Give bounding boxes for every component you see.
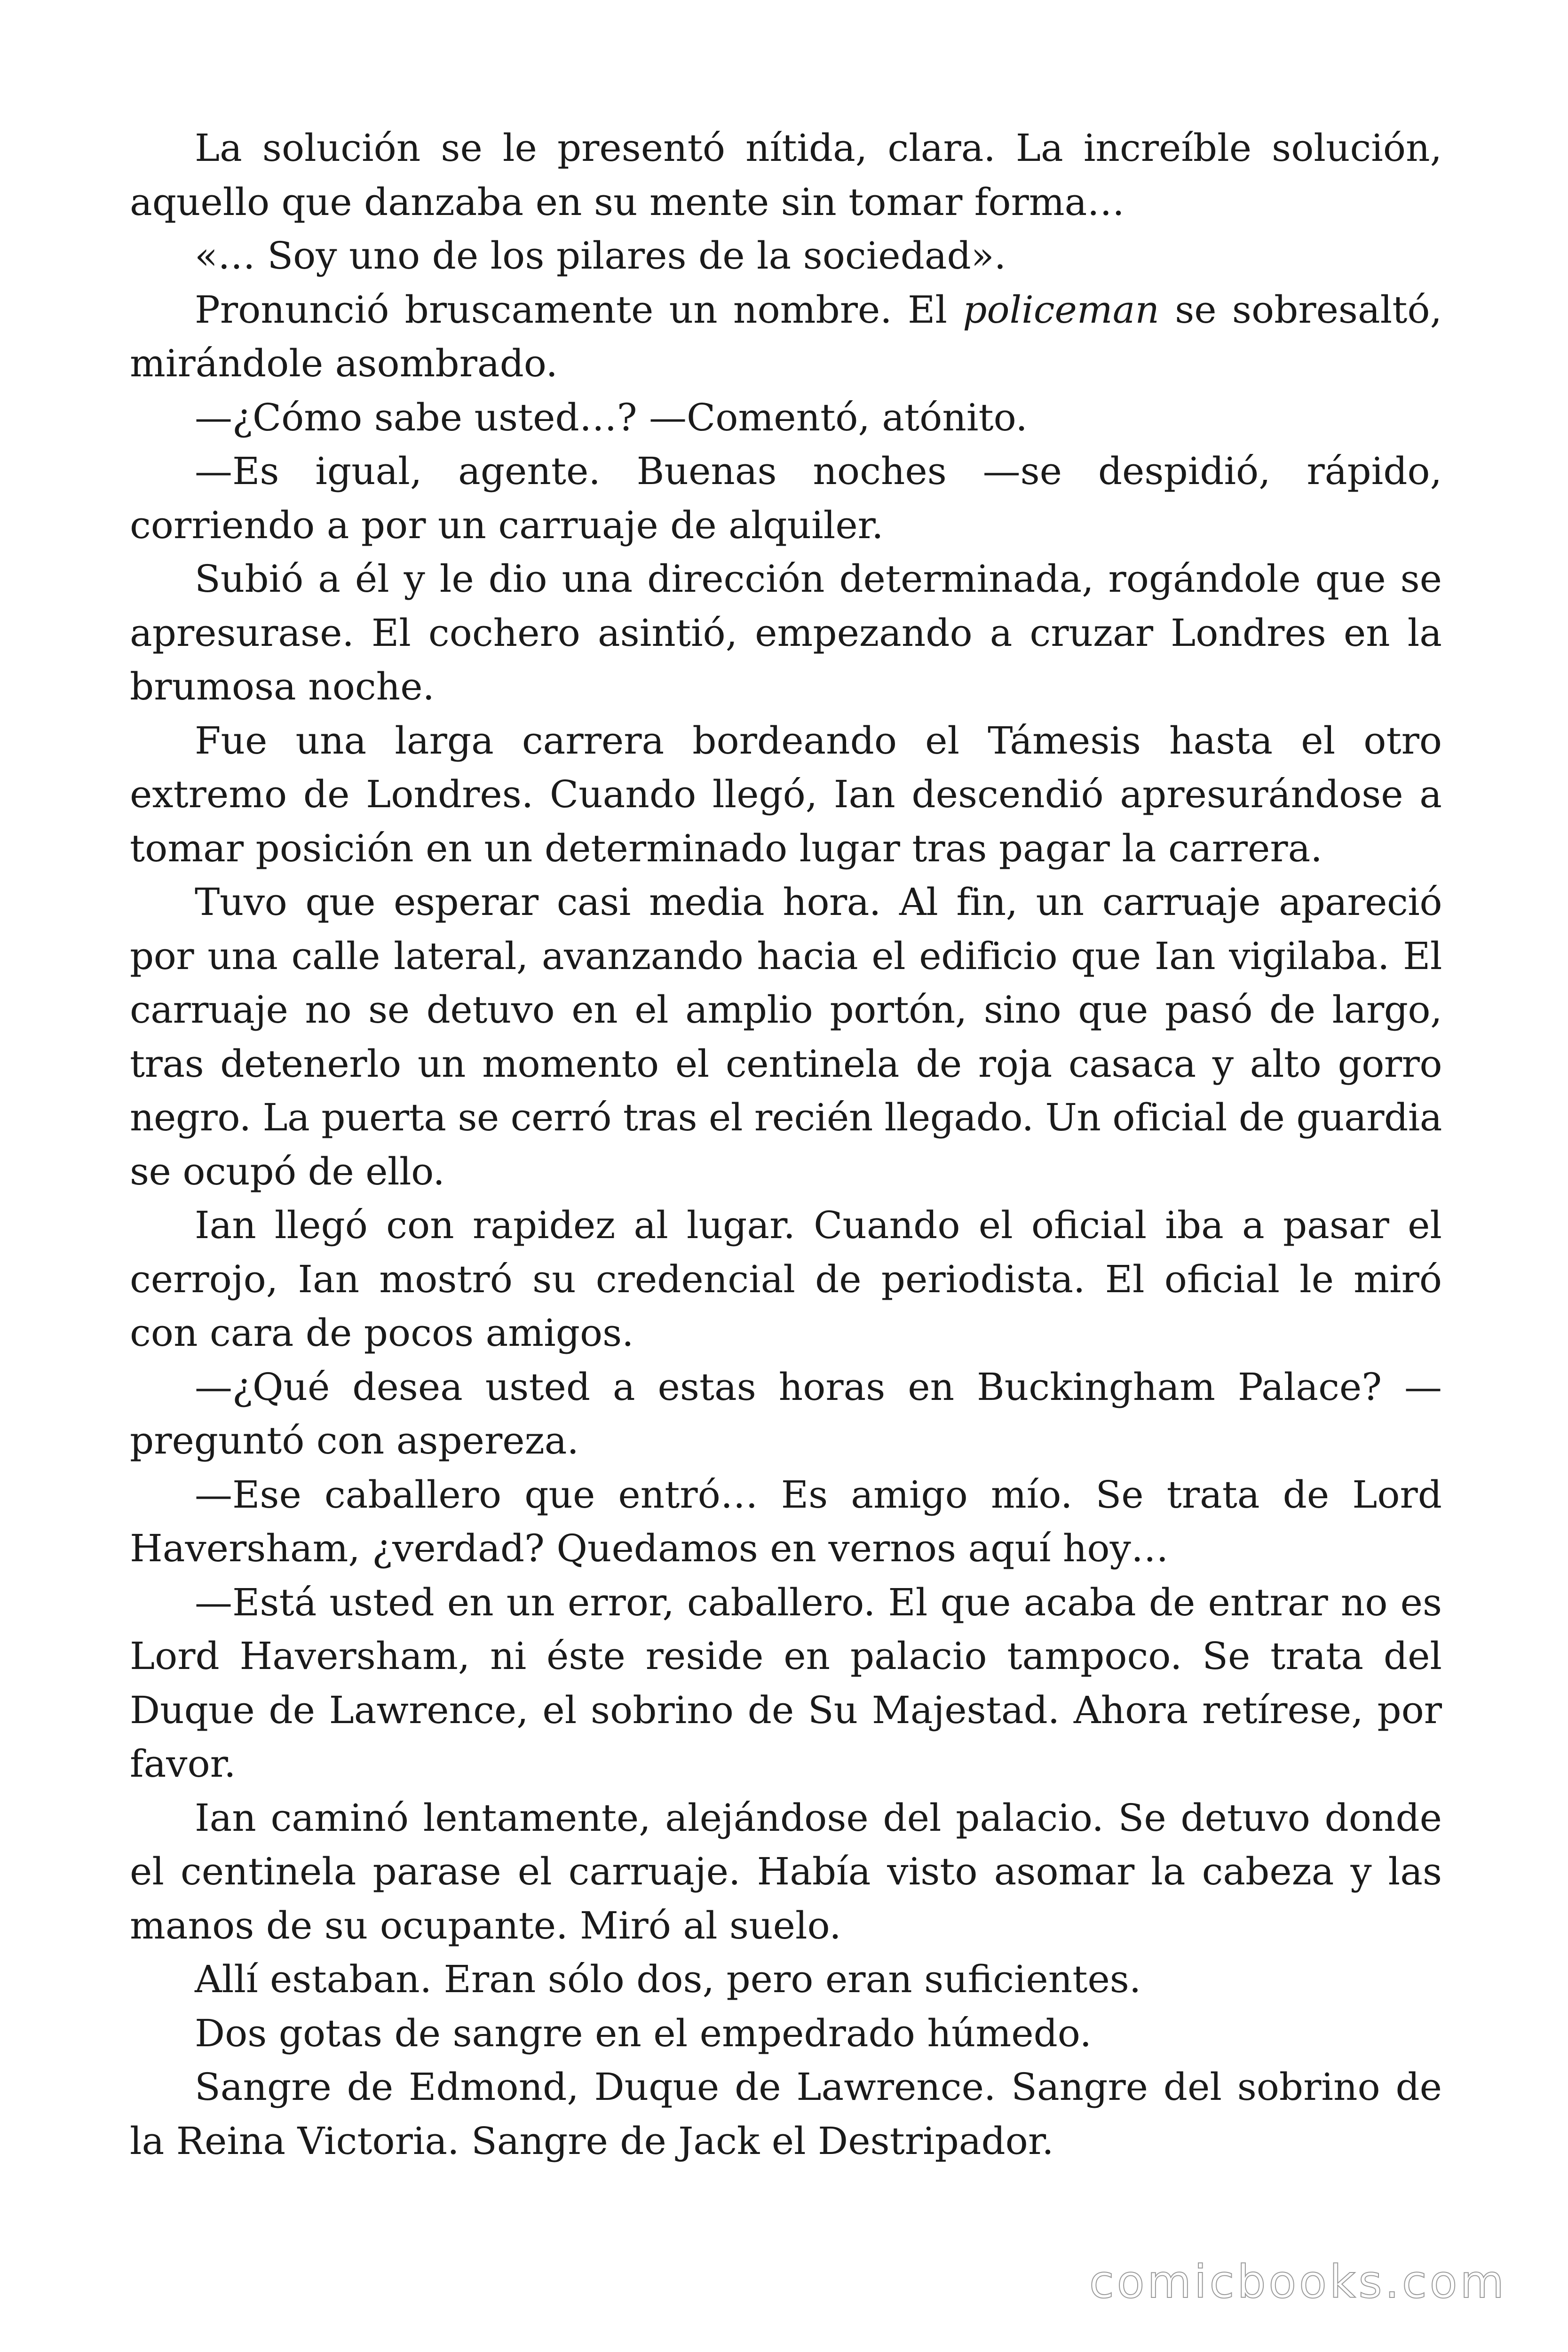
paragraph-15: Dos gotas de sangre en el empedrado húmedo. xyxy=(195,2011,1092,2055)
paragraph-11: —Ese caballero que entró… Es amigo mío. Se trata de Lord Haversham, ¿verdad? Quedamos en vernos aquí hoy… xyxy=(130,1472,1442,1570)
paragraph-3 xyxy=(130,283,1442,391)
paragraph-10: —¿Qué desea usted a estas horas en Buckingham Palace? —preguntó con aspereza. xyxy=(130,1365,1442,1462)
paragraph-13: Ian caminó lentamente, alejándose del palacio. Se detuvo donde el centinela parase el carruaje. Había visto asomar la cabeza y las manos de su ocupante. Miró al suelo. xyxy=(130,1796,1442,1947)
paragraph-3-after: se sobresaltó, mirándole asombrado. xyxy=(130,287,1442,385)
italic-word-policeman: policeman xyxy=(963,287,1159,332)
paragraph-1: La solución se le presentó nítida, clara. La increíble solución, aquello que danzaba en su mente sin tomar forma… xyxy=(130,126,1442,224)
paragraph-9: Ian llegó con rapidez al lugar. Cuando el oficial iba a pasar el cerrojo, Ian mostró su credencial de periodista. El oficial le miró con cara de pocos amigos. xyxy=(130,1203,1442,1355)
paragraph-4: —¿Cómo sabe usted…? —Comentó, atónito. xyxy=(195,395,1028,439)
paragraph-16: Sangre de Edmond, Duque de Lawrence. Sangre del sobrino de la Reina Victoria. Sangre de Jack el Destripador. xyxy=(130,2065,1442,2163)
paragraph-2: «… Soy uno de los pilares de la sociedad». xyxy=(195,234,1006,278)
paragraph-8: Tuvo que esperar casi media hora. Al fin, un carruaje apareció por una calle lateral, avanzando hacia el edificio que Ian vigilaba. El carruaje no se detuvo en el amplio portón, sino que pasó de largo, tras detenerlo un momento el centinela de roja casaca y alto gorro negro. La puerta se cerró tras el recién llegado. Un oficial de guardia se ocupó de ello. xyxy=(130,880,1442,1193)
paragraph-12: —Está usted en un error, caballero. El que acaba de entrar no es Lord Haversham, ni éste reside en palacio tampoco. Se trata del Duque de Lawrence, el sobrino de Su Majestad. Ahora retírese, por favor. xyxy=(130,1580,1442,1786)
paragraph-5: —Es igual, agente. Buenas noches —se despidió, rápido, corriendo a por un carruaje de alquiler. xyxy=(130,449,1442,547)
paragraph-14: Allí estaban. Eran sólo dos, pero eran suficientes. xyxy=(195,1957,1141,2001)
watermark: comicbooks.com xyxy=(1089,2256,1507,2308)
paragraph-7: Fue una larga carrera bordeando el Támesis hasta el otro extremo de Londres. Cuando llegó, Ian descendió apresurándose a tomar posición en un determinado lugar tras pagar la carrera. xyxy=(130,718,1442,870)
paragraph-3-before: Pronunció bruscamente un nombre. El xyxy=(195,287,963,332)
paragraph-6: Subió a él y le dio una dirección determinada, rogándole que se apresurase. El cochero asintió, empezando a cruzar Londres en la brumosa noche. xyxy=(130,557,1442,708)
book-page-text xyxy=(130,121,1442,2168)
